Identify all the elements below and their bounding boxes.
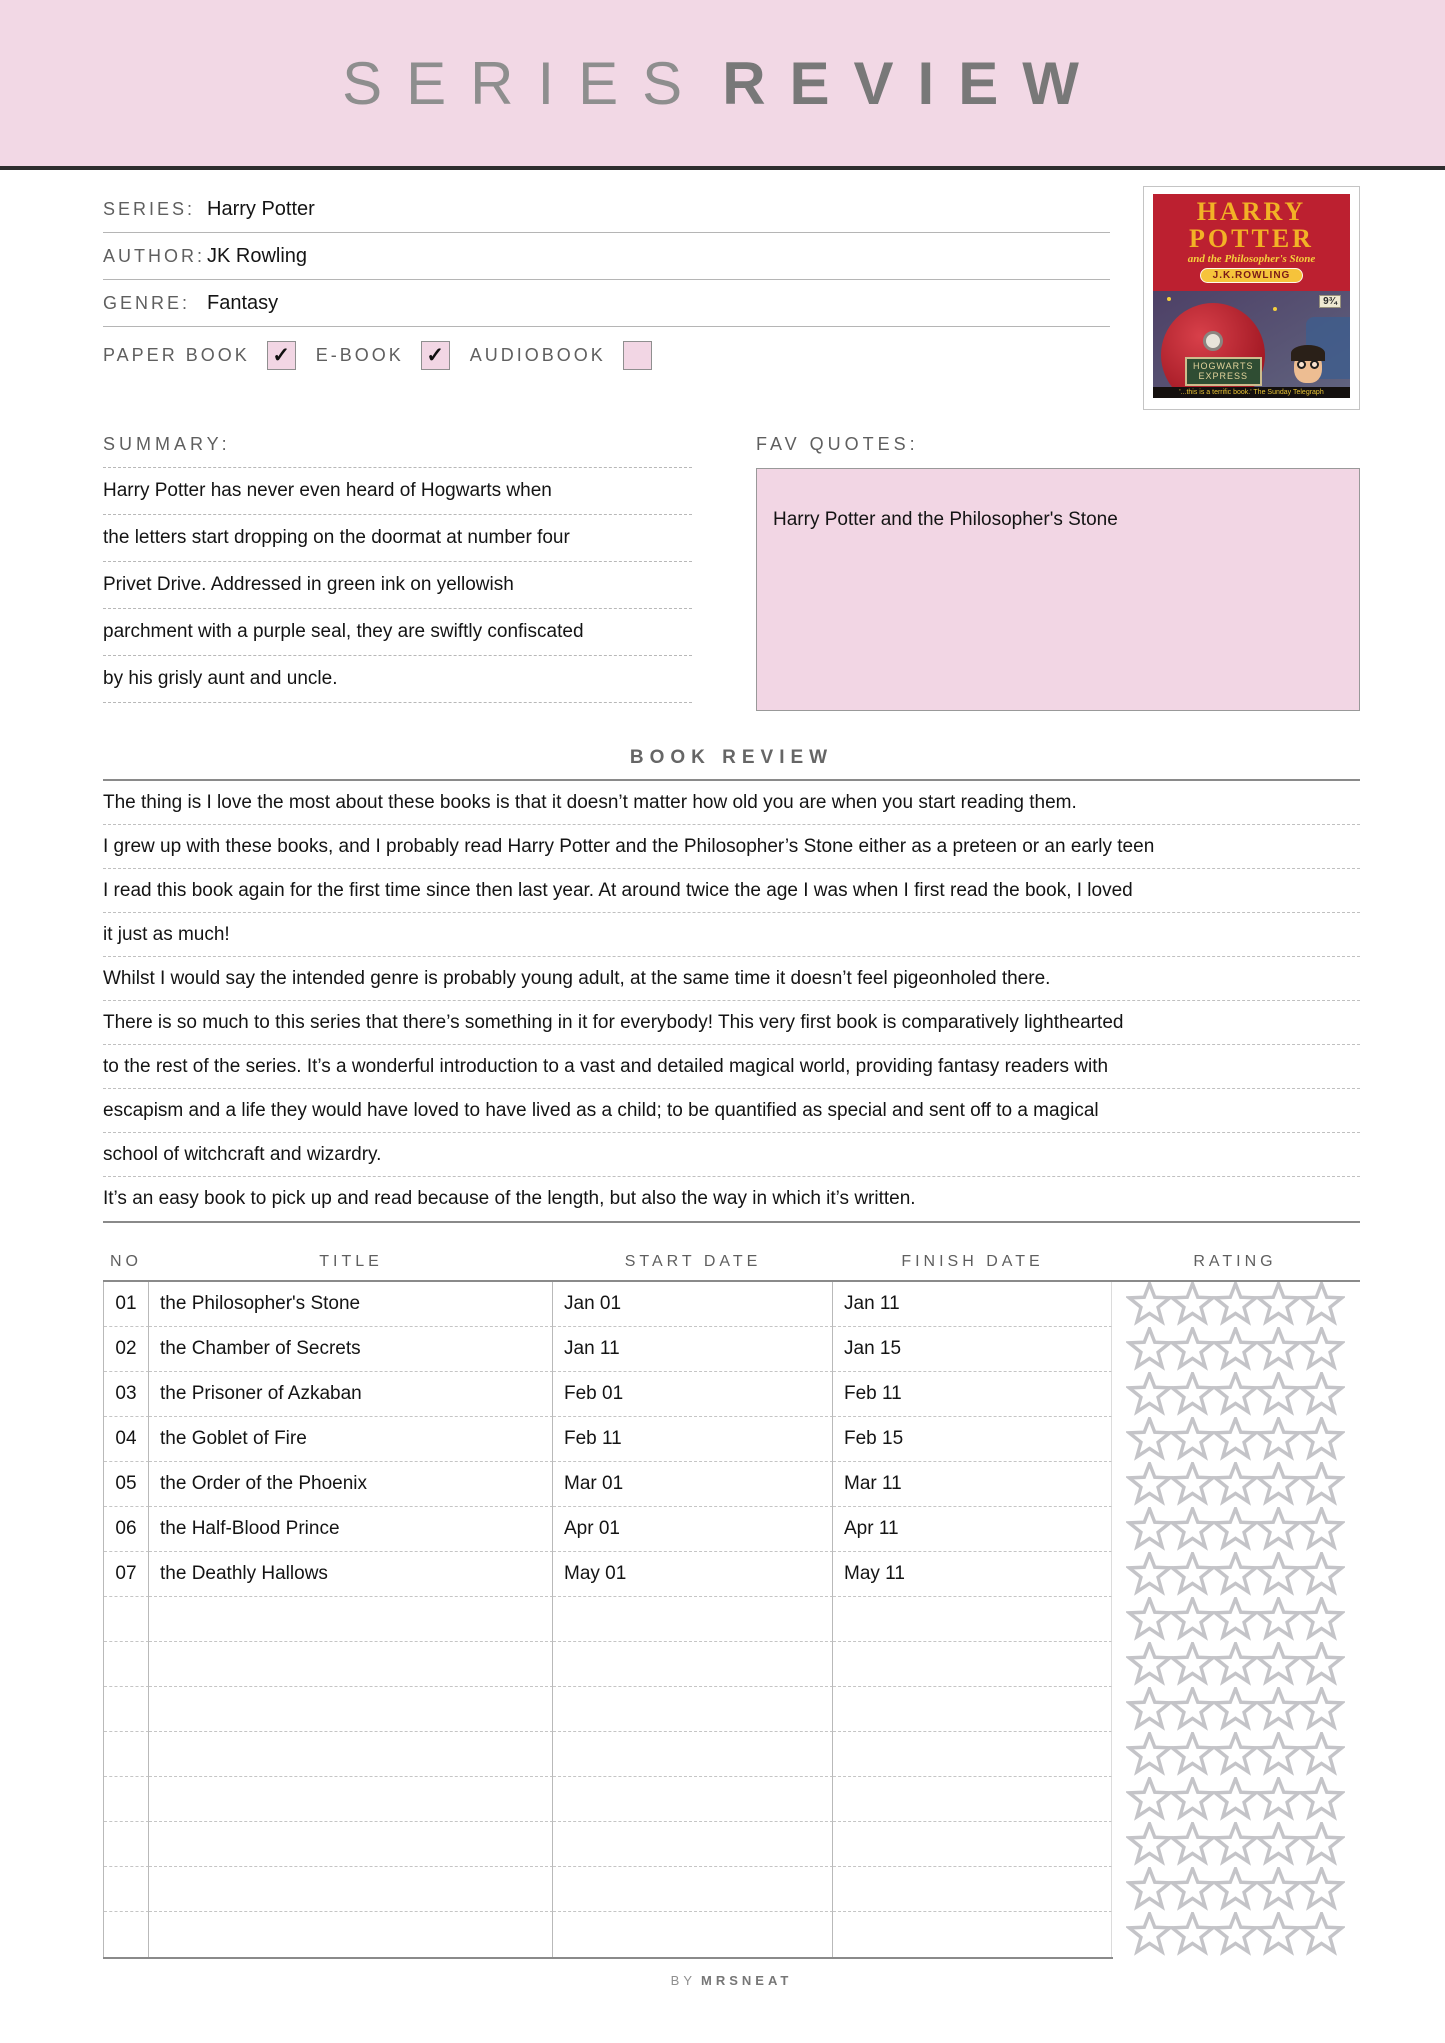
books-table [103,1253,1360,1959]
summary-line: by his grisly aunt and uncle. [103,656,692,703]
cell-finish-date: Jan 15 [833,1327,1112,1372]
cell-rating [1112,1912,1358,1957]
summary-line: the letters start dropping on the doormat at number four [103,515,692,562]
star-icon[interactable] [1255,1552,1302,1597]
cell-title [149,1867,553,1912]
boy-hair [1291,345,1325,361]
series-info-section [103,186,1360,410]
star-icon[interactable] [1169,1777,1216,1822]
book-review-lines [103,781,1360,1223]
table-row [104,1777,1360,1822]
cell-start-date: Jan 11 [553,1327,833,1372]
page-banner [0,0,1445,170]
star-icon[interactable] [1298,1552,1345,1597]
cell-title [149,1642,553,1687]
table-row [104,1282,1360,1327]
star-icon[interactable] [1212,1732,1259,1777]
star-icon[interactable] [1126,1912,1173,1957]
review-line: school of witchcraft and wizardry. [103,1133,1360,1177]
star-icon[interactable] [1298,1282,1345,1327]
genre-field [103,280,1110,327]
cell-no: 01 [104,1282,149,1327]
cell-start-date: May 01 [553,1552,833,1597]
cover-author: J.K.ROWLING [1200,268,1304,283]
table-bottom-border [103,1957,1113,1959]
summary-line: Privet Drive. Addressed in green ink on yellowish [103,562,692,609]
cell-title [149,1687,553,1732]
cell-title: the Philosopher's Stone [149,1282,553,1327]
cell-start-date [553,1777,833,1822]
cell-no: 02 [104,1327,149,1372]
audiobook-checkbox[interactable] [623,341,652,370]
review-line: I read this book again for the first time since then last year. At around twice the age I was when I first read the book, I loved [103,869,1360,913]
cell-start-date [553,1687,833,1732]
fav-quotes-section [756,434,1360,711]
star-icon[interactable] [1298,1417,1345,1462]
cell-no: 07 [104,1552,149,1597]
footer-credit [103,1973,1360,1988]
star-icon[interactable] [1169,1282,1216,1327]
format-row [103,327,1110,383]
book-cover [1143,186,1360,410]
cell-rating [1112,1417,1358,1462]
cell-start-date [553,1867,833,1912]
star-icon[interactable] [1126,1642,1173,1687]
cell-no [104,1597,149,1642]
cell-title [149,1777,553,1822]
star-icon[interactable] [1126,1597,1173,1642]
train-hub-icon [1203,331,1223,351]
cell-no: 04 [104,1417,149,1462]
cell-rating [1112,1462,1358,1507]
fav-quotes-box[interactable]: Harry Potter and the Philosopher's Stone [756,468,1360,711]
ebook-checkbox[interactable]: ✓ [421,341,450,370]
footer-by: BY [670,1973,697,1988]
star-icon[interactable] [1126,1372,1173,1417]
table-row [104,1642,1360,1687]
author-value: JK Rowling [207,244,308,267]
glasses-icon [1310,360,1319,369]
cell-title [149,1732,553,1777]
platform-sign: 9¾ [1319,295,1341,308]
cell-finish-date: Apr 11 [833,1507,1112,1552]
star-icon[interactable] [1298,1777,1345,1822]
cell-no [104,1642,149,1687]
star-icon[interactable] [1126,1462,1173,1507]
series-label: SERIES: [103,198,196,219]
author-label: AUTHOR: [103,245,205,266]
star-icon[interactable] [1126,1777,1173,1822]
table-row [104,1687,1360,1732]
review-line: it just as much! [103,913,1360,957]
summary-line: parchment with a purple seal, they are swiftly confiscated [103,609,692,656]
summary-label: SUMMARY: [103,434,692,468]
cell-title [149,1822,553,1867]
star-icon[interactable] [1169,1687,1216,1732]
cell-title [149,1912,553,1957]
cell-rating [1112,1282,1358,1327]
cover-illustration [1153,291,1350,387]
review-line: I grew up with these books, and I probably read Harry Potter and the Philosopher’s Stone either as a preteen or an early teen [103,825,1360,869]
star-icon[interactable] [1255,1912,1302,1957]
page-title [342,49,1103,118]
star-icon[interactable] [1126,1327,1173,1372]
cell-finish-date: Jan 11 [833,1282,1112,1327]
review-line: Whilst I would say the intended genre is probably young adult, at the same time it doesn’t feel pigeonholed there. [103,957,1360,1001]
cell-finish-date: Mar 11 [833,1462,1112,1507]
ebook-label: E-BOOK [315,344,404,365]
cell-no: 05 [104,1462,149,1507]
star-icon[interactable] [1298,1867,1345,1912]
audiobook-label: AUDIOBOOK [469,344,606,365]
col-header-finish: FINISH DATE [901,1253,1044,1270]
star-icon[interactable] [1298,1642,1345,1687]
cell-start-date [553,1642,833,1687]
cell-start-date: Mar 01 [553,1462,833,1507]
star-icon[interactable] [1169,1552,1216,1597]
star-icon[interactable] [1298,1327,1345,1372]
star-icon[interactable] [1298,1462,1345,1507]
cell-rating [1112,1777,1358,1822]
cell-no: 03 [104,1372,149,1417]
star-icon[interactable] [1169,1327,1216,1372]
book-review-title: BOOK REVIEW [103,747,1360,781]
star-icon[interactable] [1212,1822,1259,1867]
star-dot-icon [1167,297,1171,301]
star-icon[interactable] [1212,1372,1259,1417]
page-title-bold: REVIEW [722,49,1103,117]
star-icon[interactable] [1169,1867,1216,1912]
cell-start-date [553,1822,833,1867]
cell-start-date [553,1732,833,1777]
cell-start-date: Feb 01 [553,1372,833,1417]
star-icon[interactable] [1255,1507,1302,1552]
col-header-title: TITLE [319,1253,383,1270]
series-field [103,186,1110,233]
star-icon[interactable] [1255,1687,1302,1732]
page-title-thin: SERIES [342,49,707,117]
star-icon[interactable] [1169,1417,1216,1462]
cell-no [104,1687,149,1732]
review-line: It’s an easy book to pick up and read because of the length, but also the way in which it’s written. [103,1188,916,1209]
review-line: There is so much to this series that there’s something in it for everybody! This very first book is comparatively lighthearted [103,1001,1360,1045]
table-row [104,1912,1360,1957]
cell-finish-date [833,1822,1112,1867]
table-row [104,1732,1360,1777]
cell-start-date: Apr 01 [553,1507,833,1552]
star-icon[interactable] [1212,1462,1259,1507]
star-icon[interactable] [1212,1282,1259,1327]
cell-title: the Order of the Phoenix [149,1462,553,1507]
cell-title: the Goblet of Fire [149,1417,553,1462]
cell-finish-date [833,1867,1112,1912]
cell-title: the Prisoner of Azkaban [149,1372,553,1417]
cell-title: the Deathly Hallows [149,1552,553,1597]
cell-no [104,1867,149,1912]
star-icon[interactable] [1212,1867,1259,1912]
table-row [104,1327,1360,1372]
col-header-start: START DATE [624,1253,762,1270]
star-icon[interactable] [1126,1732,1173,1777]
genre-label: GENRE: [103,292,191,313]
cell-finish-date [833,1642,1112,1687]
sign-line2: EXPRESS [1198,371,1249,382]
star-icon[interactable] [1169,1912,1216,1957]
author-field [103,233,1110,280]
cell-rating [1112,1552,1358,1597]
cell-no [104,1912,149,1957]
table-row [104,1867,1360,1912]
star-icon[interactable] [1255,1732,1302,1777]
cell-finish-date [833,1687,1112,1732]
cell-finish-date: Feb 11 [833,1372,1112,1417]
hogwarts-express-sign [1185,357,1262,386]
star-icon[interactable] [1169,1822,1216,1867]
star-icon[interactable] [1212,1327,1259,1372]
star-icon[interactable] [1255,1642,1302,1687]
sign-line1: HOGWARTS [1193,361,1254,371]
table-header [103,1253,1360,1282]
cell-rating [1112,1507,1358,1552]
star-icon[interactable] [1169,1642,1216,1687]
glasses-icon [1297,360,1306,369]
table-row [104,1507,1360,1552]
cell-title: the Half-Blood Prince [149,1507,553,1552]
star-icon[interactable] [1126,1282,1173,1327]
cell-title: the Chamber of Secrets [149,1327,553,1372]
star-icon[interactable] [1255,1327,1302,1372]
star-icon[interactable] [1255,1822,1302,1867]
summary-section [103,434,692,711]
star-icon[interactable] [1169,1597,1216,1642]
star-icon[interactable] [1126,1687,1173,1732]
table-row [104,1552,1360,1597]
star-icon[interactable] [1298,1372,1345,1417]
star-icon[interactable] [1212,1777,1259,1822]
cell-no [104,1732,149,1777]
paper-book-label: PAPER BOOK [103,344,250,365]
star-icon[interactable] [1298,1822,1345,1867]
cell-rating [1112,1822,1358,1867]
cell-title [149,1597,553,1642]
star-icon[interactable] [1298,1507,1345,1552]
col-header-no: NO [110,1253,142,1270]
book-cover-art [1153,194,1350,398]
star-icon[interactable] [1255,1282,1302,1327]
cover-tagline: '...this is a terrific book.' The Sunday Telegraph [1153,387,1350,398]
star-icon[interactable] [1126,1417,1173,1462]
fav-quotes-label: FAV QUOTES: [756,434,919,454]
cell-finish-date: May 11 [833,1552,1112,1597]
review-line: to the rest of the series. It’s a wonderful introduction to a vast and detailed magical world, providing fantasy readers with [103,1045,1360,1089]
star-icon[interactable] [1126,1552,1173,1597]
cell-finish-date: Feb 15 [833,1417,1112,1462]
review-line: The thing is I love the most about these books is that it doesn’t matter how old you are when you start reading them. [103,781,1360,825]
star-icon[interactable] [1212,1642,1259,1687]
cell-finish-date [833,1597,1112,1642]
cover-title [1153,194,1350,252]
star-icon[interactable] [1212,1552,1259,1597]
cell-no [104,1822,149,1867]
star-icon[interactable] [1255,1777,1302,1822]
cell-rating [1112,1372,1358,1417]
summary-line: Harry Potter has never even heard of Hogwarts when [103,468,692,515]
cell-finish-date [833,1912,1112,1957]
star-icon[interactable] [1298,1687,1345,1732]
cell-rating [1112,1687,1358,1732]
cell-finish-date [833,1732,1112,1777]
review-line: escapism and a life they would have loved to have lived as a child; to be quantified as special and sent off to a magical [103,1089,1360,1133]
series-value: Harry Potter [207,197,315,220]
table-row [104,1597,1360,1642]
star-icon[interactable] [1298,1597,1345,1642]
paper-book-checkbox[interactable]: ✓ [267,341,296,370]
cell-start-date [553,1597,833,1642]
star-icon[interactable] [1126,1507,1173,1552]
cell-rating [1112,1642,1358,1687]
star-icon[interactable] [1169,1732,1216,1777]
table-body [103,1282,1360,1957]
star-icon[interactable] [1298,1912,1345,1957]
table-row [104,1417,1360,1462]
table-row [104,1462,1360,1507]
genre-value: Fantasy [207,291,279,314]
book-review-section [103,747,1360,1223]
table-row [104,1372,1360,1417]
star-icon[interactable] [1126,1867,1173,1912]
table-row [104,1822,1360,1867]
cell-no: 06 [104,1507,149,1552]
cell-start-date [553,1912,833,1957]
star-icon[interactable] [1212,1687,1259,1732]
star-icon[interactable] [1255,1867,1302,1912]
cover-subtitle: and the Philosopher's Stone [1187,253,1316,266]
cell-no [104,1777,149,1822]
star-icon[interactable] [1169,1462,1216,1507]
cell-rating [1112,1327,1358,1372]
star-icon[interactable] [1212,1912,1259,1957]
cell-start-date: Feb 11 [553,1417,833,1462]
star-icon[interactable] [1298,1732,1345,1777]
footer-name: MRSNEAT [701,1973,793,1988]
cell-finish-date [833,1777,1112,1822]
boy-figure [1290,341,1326,387]
summary-lines [103,468,692,703]
cover-title-line1: HARRY [1196,197,1307,226]
star-icon[interactable] [1255,1597,1302,1642]
star-icon[interactable] [1212,1507,1259,1552]
star-icon[interactable] [1126,1822,1173,1867]
star-icon[interactable] [1212,1597,1259,1642]
cell-rating [1112,1597,1358,1642]
cell-rating [1112,1732,1358,1777]
star-icon[interactable] [1169,1372,1216,1417]
cell-rating [1112,1867,1358,1912]
star-icon[interactable] [1255,1462,1302,1507]
cell-start-date: Jan 01 [553,1282,833,1327]
col-header-rating: RATING [1193,1253,1277,1270]
star-icon[interactable] [1169,1507,1216,1552]
star-icon[interactable] [1212,1417,1259,1462]
star-icon[interactable] [1255,1417,1302,1462]
star-dot-icon [1273,307,1277,311]
star-icon[interactable] [1255,1372,1302,1417]
cover-title-line2: POTTER [1189,223,1314,253]
